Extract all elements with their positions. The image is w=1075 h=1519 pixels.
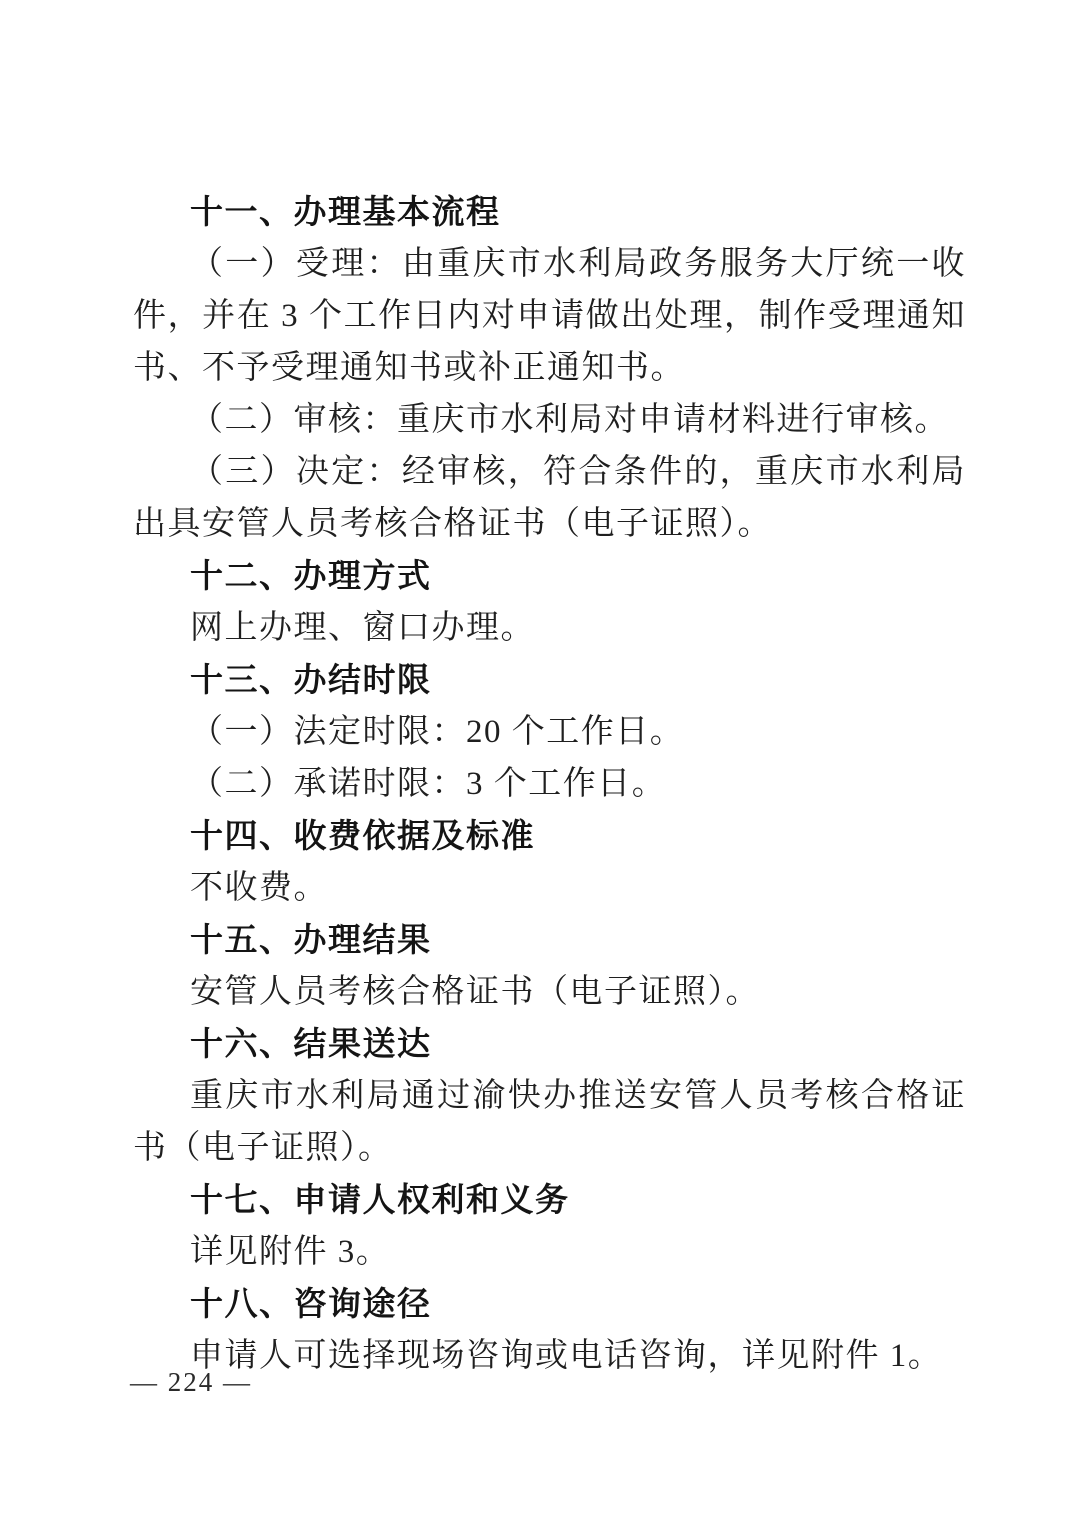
paragraph-result-certificate: 安管人员考核合格证书（电子证照）。 (190, 974, 760, 1010)
paragraph-legal-time-limit: （一）法定时限：20 个工作日。 (190, 714, 685, 750)
document-content (133, 186, 966, 1382)
paragraph-consultation-channels: 申请人可选择现场咨询或电话咨询，详见附件 1。 (190, 1338, 943, 1374)
paragraph-method: 网上办理、窗口办理。 (190, 610, 535, 646)
paragraph-promised-time-limit: （二）承诺时限：3 个工作日。 (190, 766, 667, 802)
heading-section-15-result: 十五、办理结果 (190, 921, 432, 958)
heading-section-16-delivery: 十六、结果送达 (190, 1025, 432, 1062)
paragraph-no-fee: 不收费。 (190, 870, 328, 906)
paragraph-decision: （三）决定：经审核，符合条件的，重庆市水利局出具安管人员考核合格证书（电子证照）。 (133, 454, 966, 542)
paragraph-acceptance: （一）受理：由重庆市水利局政务服务大厅统一收件，并在 3 个工作日内对申请做出处理，制作受理通知书、不予受理通知书或补正通知书。 (133, 246, 966, 386)
heading-section-11-basic-process: 十一、办理基本流程 (190, 193, 501, 230)
heading-section-13-time-limit: 十三、办结时限 (190, 661, 432, 698)
heading-section-14-fee-standard: 十四、收费依据及标准 (190, 817, 535, 854)
heading-section-17-rights-obligations: 十七、申请人权利和义务 (190, 1181, 570, 1218)
paragraph-delivery: 重庆市水利局通过渝快办推送安管人员考核合格证书（电子证照）。 (133, 1078, 966, 1166)
paragraph-review: （二）审核：重庆市水利局对申请材料进行审核。 (190, 402, 949, 438)
paragraph-rights-attachment: 详见附件 3。 (190, 1234, 391, 1270)
page-number: — 224 — (130, 1367, 252, 1397)
heading-section-18-consultation: 十八、咨询途径 (190, 1285, 432, 1322)
heading-section-12-method: 十二、办理方式 (190, 557, 432, 594)
